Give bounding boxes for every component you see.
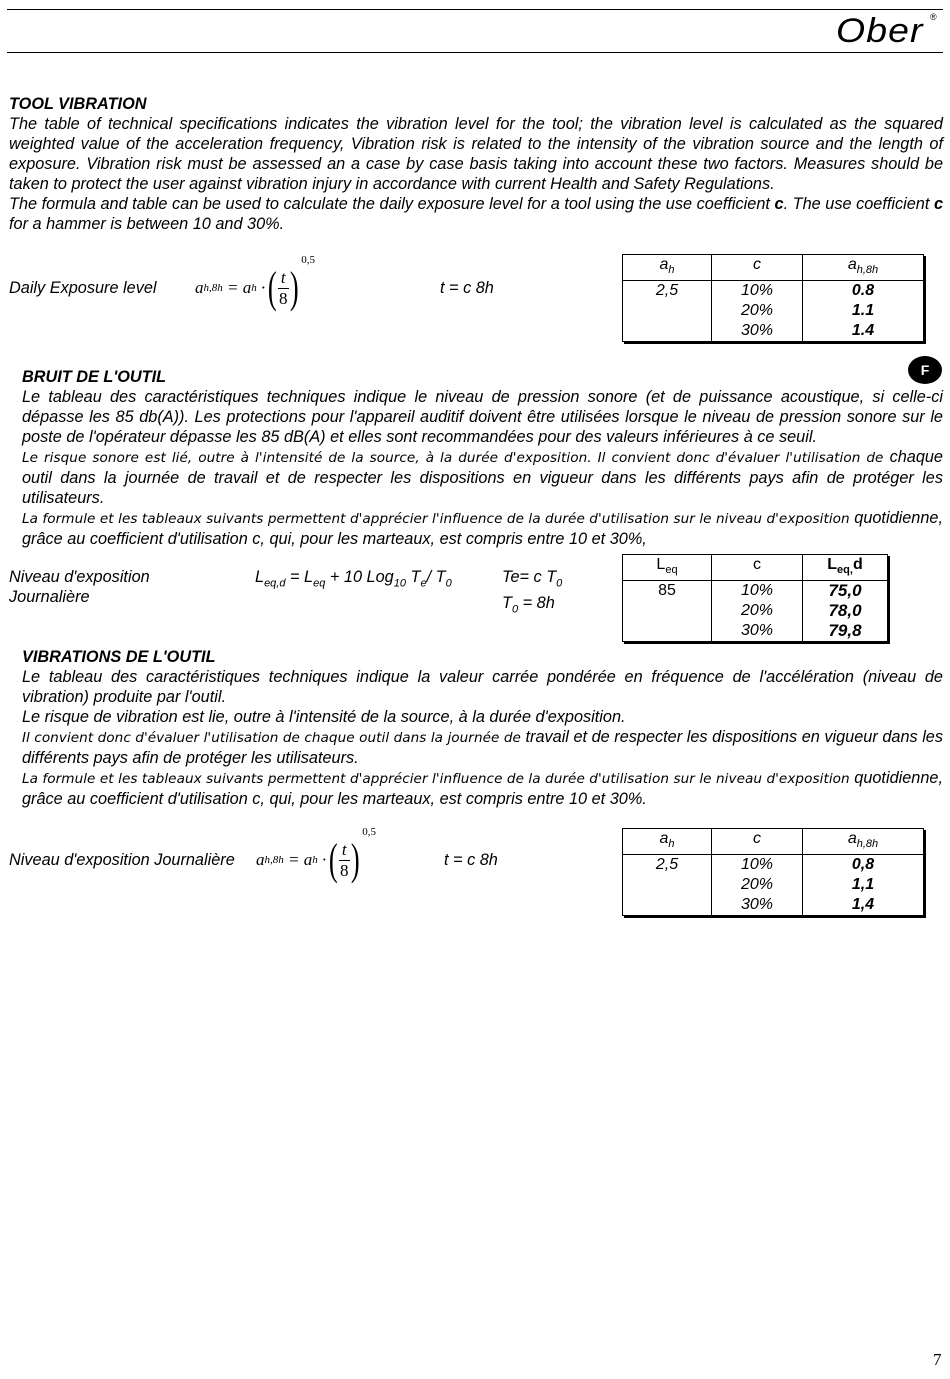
section-heading: TOOL VIBRATION (9, 95, 147, 113)
section-heading: VIBRATIONS DE L'OUTIL (22, 648, 216, 666)
paragraph: Le risque sonore est lié, outre à l'intensité de la source, à la durée d'exposition. Il convient donc d'évaluer l'utilisation de chaque outil dans la journée de travail et de respecter les dispositions en vigueur dans les différents pays afin de protéger les utilisateurs. (22, 448, 943, 507)
header-rule-bottom (7, 52, 943, 53)
header-rule-top (7, 9, 943, 10)
daily-exposure-formula-fr: a h,8h = a h · ( $\frac{t}{8}$ ) 0,5 (256, 826, 377, 884)
noise-table: $L_{eq}$ c $L_{eq,}d$ 85 10% 20% 30% 75,0 78,0 79,8 (622, 554, 888, 642)
paragraph: Le tableau des caractéristiques techniques indique la valeur carrée pondérée en fréquence de l'accélération (niveau de vibration) produite par l'outil. (22, 668, 943, 706)
registered-mark: ® (930, 12, 937, 22)
formula-label: Niveau d'exposition Journalière (9, 851, 235, 869)
ober-logo: Ober (836, 12, 924, 50)
section-vibrations (22, 647, 943, 809)
paragraph: Il convient donc d'évaluer l'utilisation de chaque outil dans la journée de travail et de respecter les dispositions en vigueur dans les différents pays afin de protéger les utilisateurs. (22, 728, 944, 767)
paragraph: Le risque de vibration est lie, outre à l'intensité de la source, à la durée d'exposition. (22, 708, 626, 726)
section-tool-vibration (9, 94, 943, 234)
time-equation: t = c 8h (440, 279, 494, 297)
noise-formula: $L_{eq,d} = L_{eq} + 10$ Log$_{10}$ $T_e/$ $T_0$ (255, 568, 452, 590)
formula-label: Daily Exposure level (9, 279, 157, 297)
vibration-table-en: $a_h$ c $a_{h,8h}$ 2,5 10% 20% 30% 0.8 1.1 1.4 (622, 254, 924, 342)
time-equation: t = c 8h (444, 851, 498, 869)
paragraph: The table of technical specifications indicates the vibration level for the tool; the vibration level is calculated as the squared weighted value of the acceleration frequency, Vibration risk is related to the intensity of the vibration source and the length of exposure. Vibration risk must be assessed an a case by case basis taking into account these two factors. Measures should be taken to protect the user against vibration injury in accordance with current Health and Safety Regulations. (9, 115, 943, 193)
paragraph: Le tableau des caractéristiques techniques indique le niveau de pression sonore (et de puissance acoustique, si celle-ci dépasse les 85 db(A)). Les protections pour l'appareil auditif doivent être utilisées lorsque le niveau de pression sonore sur le poste de l'opérateur dépasse les 85 dB(A) et elles sont recommandées pour des valeurs inférieures à ce seuil. (22, 388, 943, 446)
daily-exposure-formula: a h,8h = a h · ( $\frac{t}{8}$ ) 0,5 (195, 254, 316, 312)
paragraph: La formule et les tableaux suivants permettent d'apprécier l'influence de la durée d'utilisation sur le niveau d'exposition quotidienne, grâce au coefficient d'utilisation c, qui, pour les marteaux, est compris entre 10 et 30%. (22, 769, 943, 808)
section-bruit (22, 367, 943, 549)
time-equations: Te= c $T_0$ $T_0 = 8h$ (502, 568, 563, 616)
vibration-table-fr: $a_h$ c $a_{h,8h}$ 2,5 10% 20% 30% 0,8 1,1 1,4 (622, 828, 924, 916)
section-heading: BRUIT DE L'OUTIL (22, 368, 167, 386)
paragraph: La formule et les tableaux suivants permettent d'apprécier l'influence de la durée d'utilisation sur le niveau d'exposition quotidienne, grâce au coefficient d'utilisation c, qui, pour les marteaux, est compris entre 10 et 30%, (22, 509, 943, 548)
language-badge-french: F (908, 356, 942, 384)
page-number: 7 (933, 1350, 942, 1369)
paragraph: The formula and table can be used to calculate the daily exposure level for a tool using the use coefficient c. The use coefficient c for a hammer is between 10 and 30%. (9, 195, 943, 233)
formula-label: Niveau d'exposition Journalière (9, 568, 150, 606)
